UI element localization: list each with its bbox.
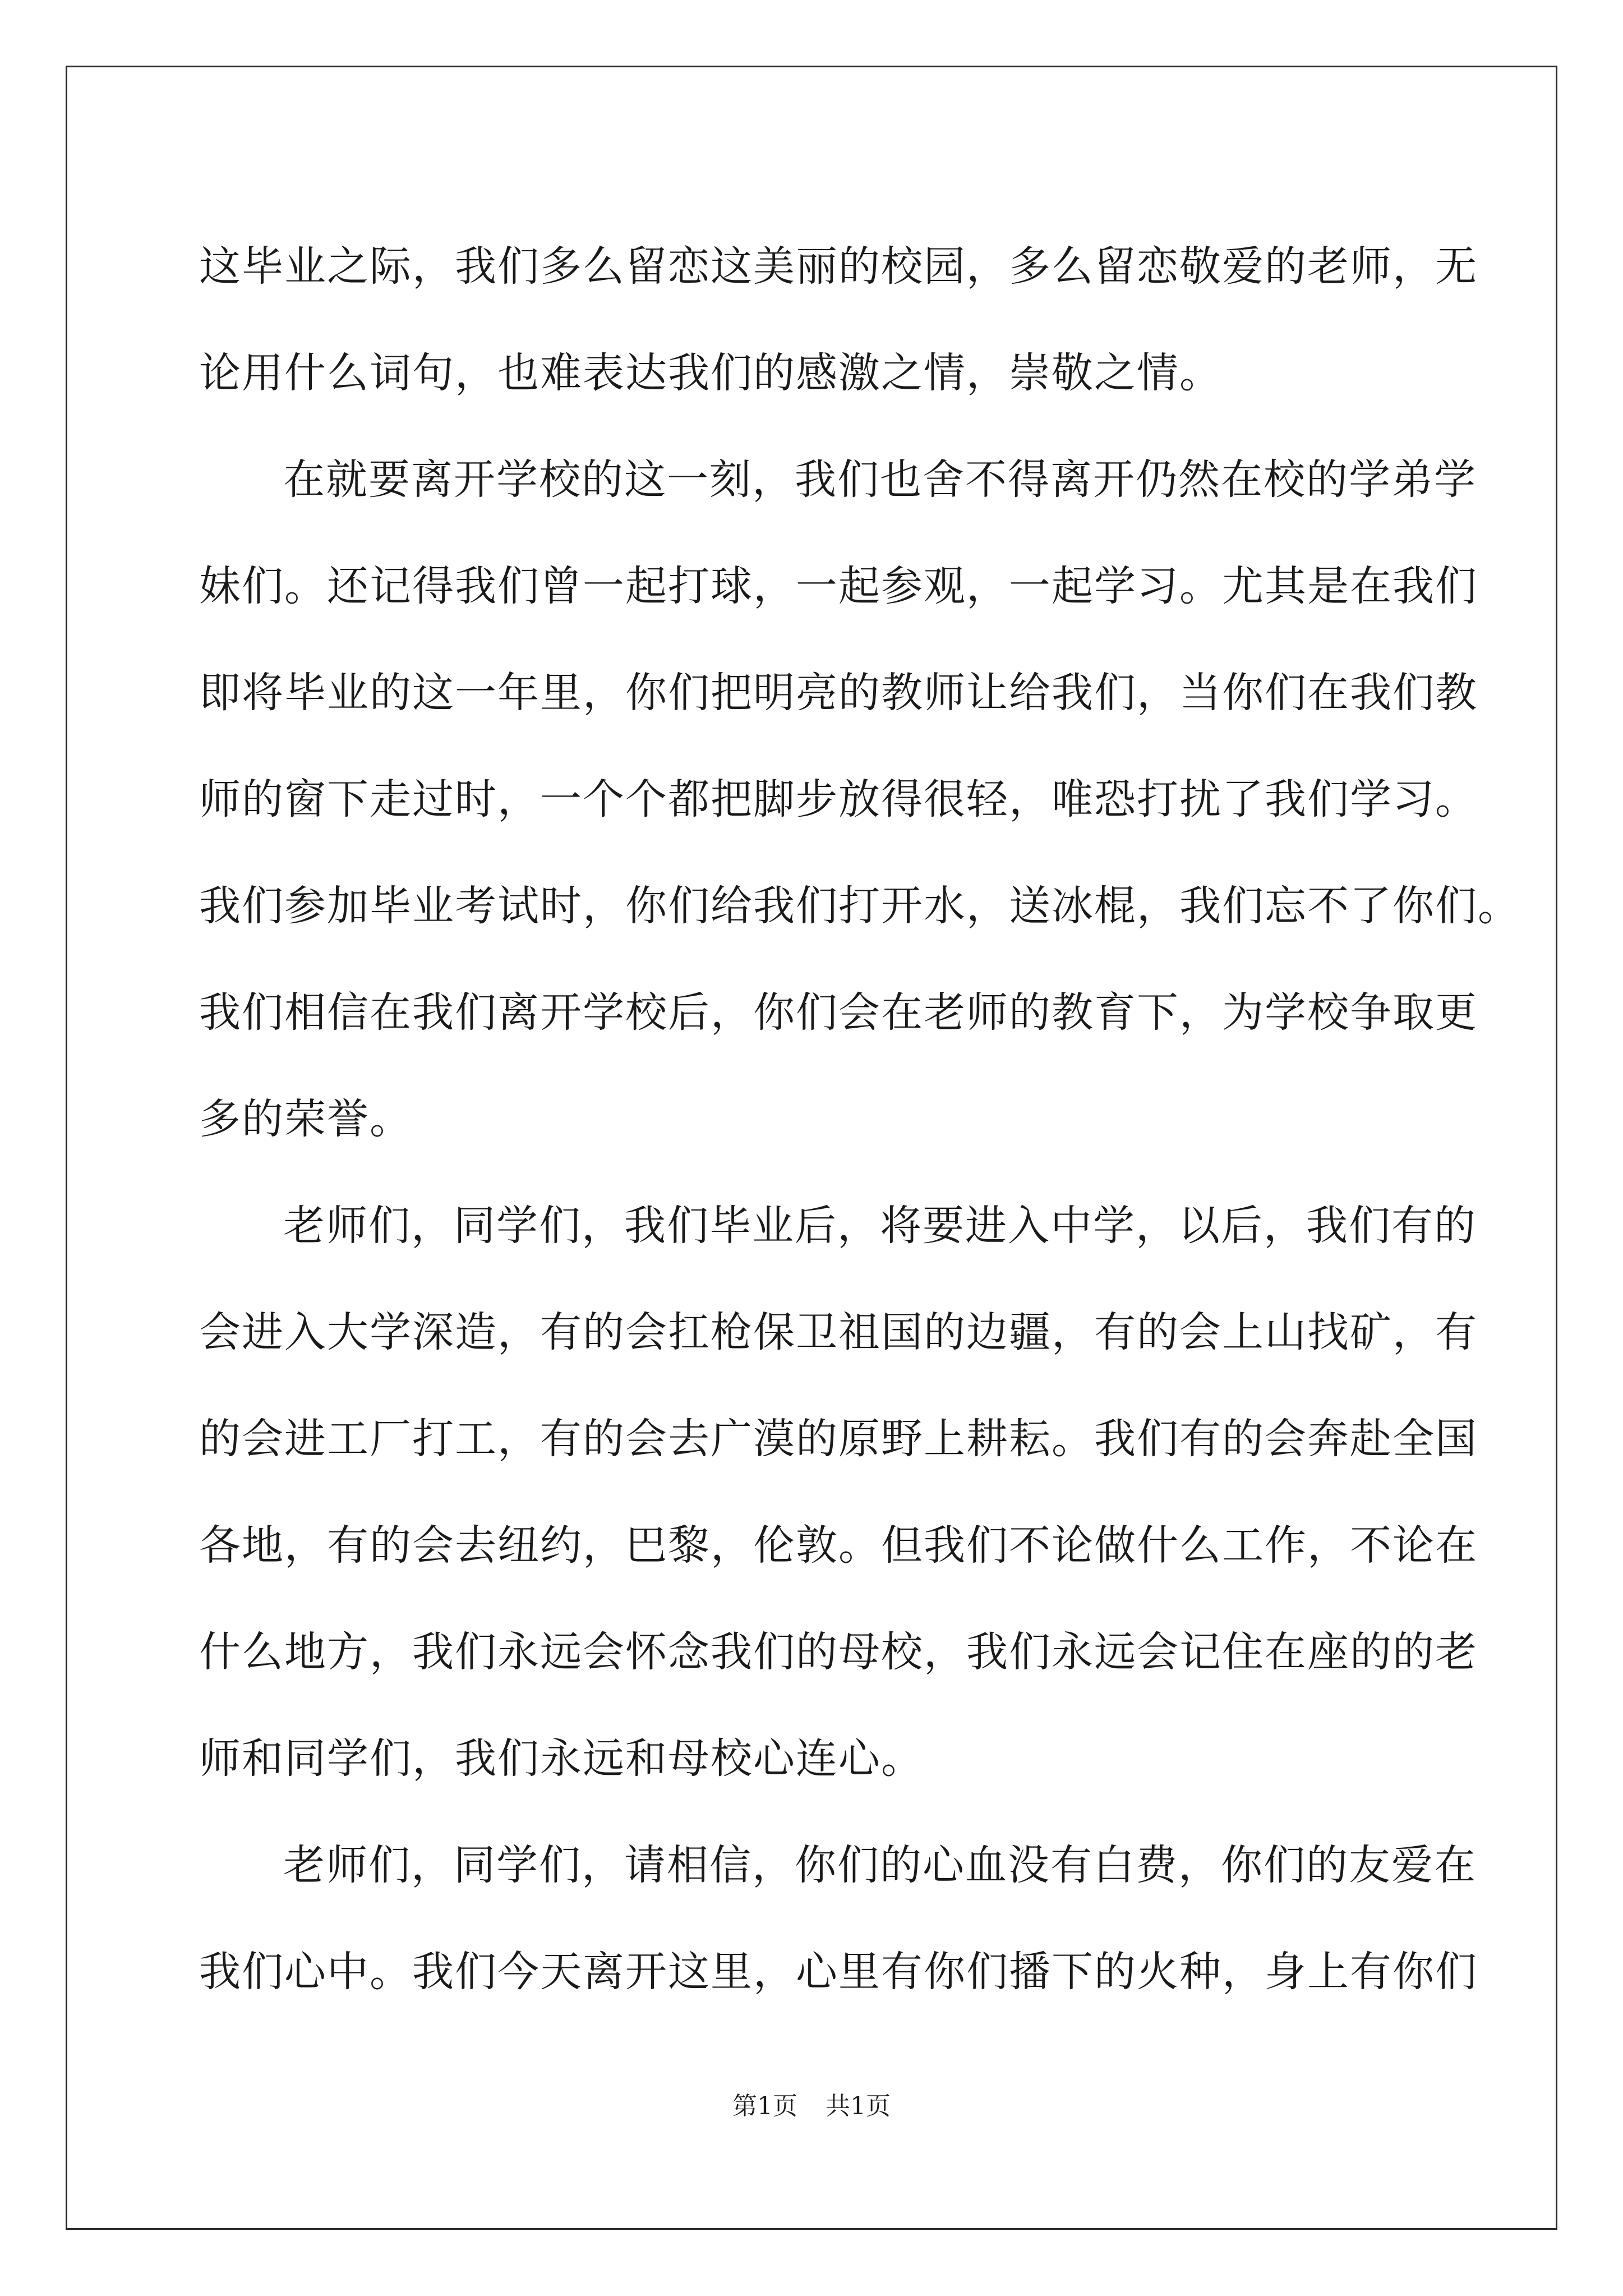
text-line: 各地，有的会去纽约，巴黎，伦敦。但我们不论做什么工作，不论在	[199, 1521, 1478, 1570]
text-line: 老师们，同学们，我们毕业后，将要进入中学，以后，我们有的	[283, 1202, 1477, 1250]
text-line: 我们参加毕业考试时，你们给我们打开水，送冰棍，我们忘不了你们。	[199, 882, 1520, 930]
document-body	[199, 213, 1520, 2025]
text-line: 在就要离开学校的这一刻，我们也舍不得离开仍然在校的学弟学	[283, 455, 1477, 504]
text-line: 的会进工厂打工，有的会去广漠的原野上耕耘。我们有的会奔赴全国	[199, 1415, 1478, 1463]
text-line: 论用什么词句，也难表达我们的感激之情，崇敬之情。	[199, 349, 1222, 397]
text-line: 什么地方，我们永远会怀念我们的母校，我们永远会记住在座的的老	[199, 1628, 1478, 1676]
text-line: 我们心中。我们今天离开这里，心里有你们播下的火种，身上有你们	[199, 1948, 1478, 1996]
page-number-current: 第1页	[732, 2092, 797, 2120]
text-line: 我们相信在我们离开学校后，你们会在老师的教育下，为学校争取更	[199, 988, 1478, 1037]
text-line: 师和同学们，我们永远和母校心连心。	[199, 1734, 924, 1783]
text-line: 妹们。还记得我们曾一起打球，一起参观，一起学习。尤其是在我们	[199, 562, 1478, 610]
text-line: 师的窗下走过时，一个个都把脚步放得很轻，唯恐打扰了我们学习。	[199, 775, 1478, 823]
page-footer	[0, 2090, 1623, 2123]
text-line: 会进入大学深造，有的会扛枪保卫祖国的边疆，有的会上山找矿，有	[199, 1308, 1478, 1356]
text-line: 老师们，同学们，请相信，你们的心血没有白费，你们的友爱在	[283, 1841, 1477, 1889]
page-number-total: 共1页	[826, 2092, 891, 2120]
text-line: 多的荣誉。	[199, 1095, 412, 1143]
text-line: 即将毕业的这一年里，你们把明亮的教师让给我们，当你们在我们教	[199, 669, 1478, 717]
text-line: 这毕业之际，我们多么留恋这美丽的校园，多么留恋敬爱的老师，无	[199, 242, 1478, 291]
